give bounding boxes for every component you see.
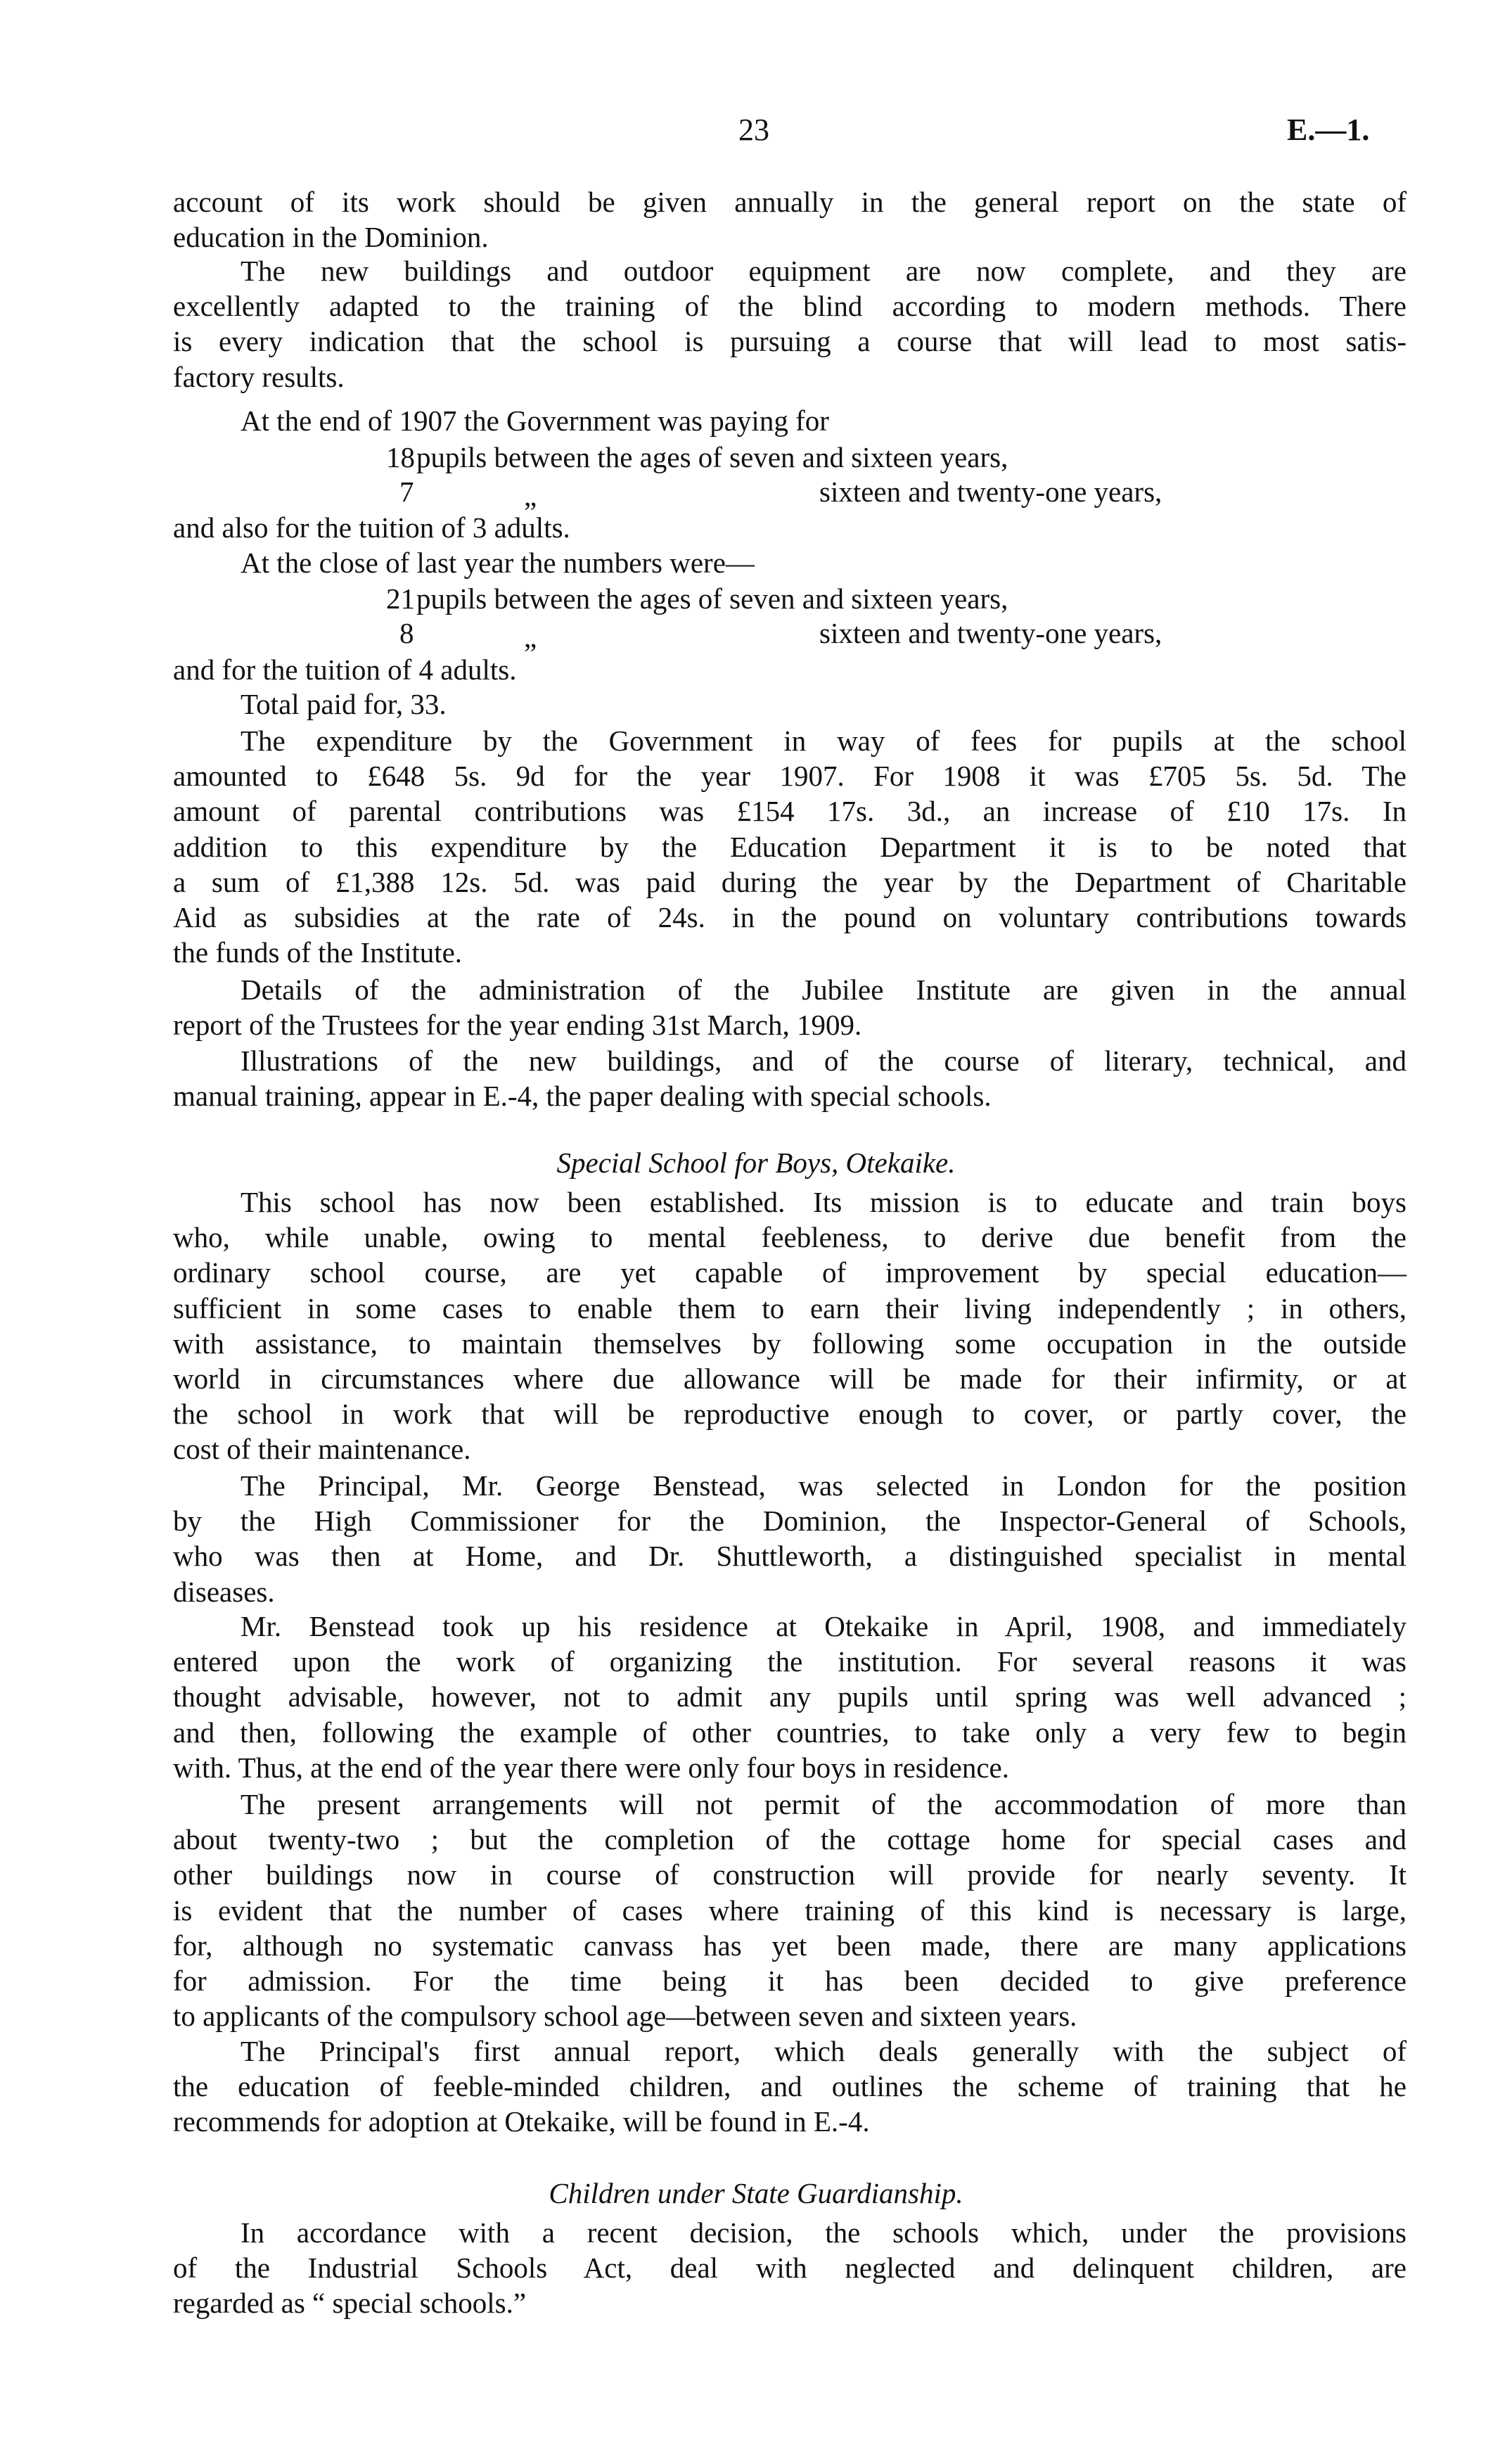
ditto-mark-1908: „: [524, 621, 537, 653]
count-1907-0: 18: [386, 441, 415, 473]
paragraph: [173, 403, 1407, 438]
row-text-1907-1: sixteen and twenty-one years,: [819, 475, 1162, 508]
paragraph: [173, 510, 1407, 545]
text-line: The present arrangements will not permit of the accommodation of more than: [241, 1788, 1407, 1820]
text-line: factory results.: [173, 360, 345, 393]
text-line: a sum of £1,388 12s. 5d. was paid during the year by the Department of Charitable: [173, 865, 1407, 898]
text-line: with assistance, to maintain themselves by following some occupation in the outside: [173, 1327, 1407, 1360]
text-line: for, although no systematic canvass has yet been made, there are many applications: [173, 1929, 1407, 1962]
text-line: cost of their maintenance.: [173, 1433, 471, 1466]
text-line: other buildings now in course of construction will provide for nearly seventy. It: [173, 1858, 1407, 1891]
paragraph: [173, 2033, 1407, 2140]
text-line: recommends for adoption at Otekaike, will be found in E.-4.: [173, 2105, 870, 2138]
text-line: Illustrations of the new buildings, and of the course of literary, technical, and: [241, 1045, 1407, 1077]
text-line: amounted to £648 5s. 9d for the year 1907. For 1908 it was £705 5s. 5d. The: [173, 760, 1407, 793]
text-line: is every indication that the school is pursuing a course that will lead to most satis-: [173, 325, 1407, 358]
text-line: This school has now been established. Its mission is to educate and train boys: [241, 1186, 1407, 1218]
section-heading-special-school: Special School for Boys, Otekaike.: [556, 1147, 956, 1179]
paragraph: [173, 972, 1407, 1042]
paragraph: [173, 723, 1407, 970]
text-line: the funds of the Institute.: [173, 936, 463, 969]
paragraph: [173, 1609, 1407, 1785]
paragraph: [173, 686, 1407, 722]
page-number: 23: [738, 113, 769, 147]
paragraph: [173, 1787, 1407, 2033]
text-line: In accordance with a recent decision, the schools which, under the provisions: [241, 2216, 1407, 2249]
row-text-1907-0: pupils between the ages of seven and sixteen years,: [416, 441, 1008, 473]
count-1908-1: 8: [399, 617, 414, 649]
text-line: account of its work should be given annually in the general report on the state of: [173, 186, 1407, 218]
row-text-1908-1: sixteen and twenty-one years,: [819, 617, 1162, 649]
paragraph: [173, 545, 1407, 580]
text-line: for admission. For the time being it has been decided to give preference: [173, 1964, 1407, 1997]
paragraph: [173, 1468, 1407, 1609]
text-line: and also for the tuition of 3 adults.: [173, 511, 570, 544]
text-line: The expenditure by the Government in way of fees for pupils at the school: [241, 724, 1407, 757]
text-line: and for the tuition of 4 adults.: [173, 653, 517, 686]
paragraph: [173, 1043, 1407, 1113]
section-heading-state-guardianship: Children under State Guardianship.: [549, 2177, 963, 2209]
text-line: of the Industrial Schools Act, deal with neglected and delinquent children, are: [173, 2252, 1407, 2285]
text-line: manual training, appear in E.-4, the paper dealing with special schools.: [173, 1080, 992, 1113]
text-line: education in the Dominion.: [173, 221, 489, 254]
text-line: who, while unable, owing to mental feebleness, to derive due benefit from the: [173, 1221, 1407, 1254]
text-line: amount of parental contributions was £154 17s. 3d., an increase of £10 17s. In: [173, 795, 1407, 828]
text-line: Total paid for, 33.: [241, 688, 447, 720]
text-line: and then, following the example of other countries, to take only a very few to begin: [173, 1716, 1407, 1749]
paragraph: [173, 1184, 1407, 1467]
text-line: At the close of last year the numbers were—: [241, 547, 755, 579]
text-line: is evident that the number of cases where training of this kind is necessary is large,: [173, 1893, 1407, 1927]
text-line: Details of the administration of the Jubilee Institute are given in the annual: [241, 973, 1407, 1006]
text-line: the school in work that will be reproductive enough to cover, or partly cover, the: [173, 1398, 1407, 1431]
text-line: regarded as “ special schools.”: [173, 2287, 527, 2320]
text-line: ordinary school course, are yet capable of improvement by special education—: [173, 1256, 1407, 1289]
document-reference: E.—1.: [1287, 113, 1370, 147]
text-line: sufficient in some cases to enable them to earn their living independently ; in others,: [173, 1291, 1407, 1324]
text-line: diseases.: [173, 1575, 275, 1608]
text-line: At the end of 1907 the Government was paying for: [241, 404, 829, 437]
text-line: thought advisable, however, not to admit any pupils until spring was well advanced ;: [173, 1680, 1407, 1713]
text-line: the education of feeble-minded children, and outlines the scheme of training that he: [173, 2070, 1407, 2103]
count-1907-1: 7: [399, 475, 414, 508]
text-line: entered upon the work of organizing the institution. For several reasons it was: [173, 1645, 1407, 1678]
text-line: Aid as subsidies at the rate of 24s. in the pound on voluntary contributions towards: [173, 900, 1407, 933]
text-line: addition to this expenditure by the Education Department it is to be noted that: [173, 830, 1407, 863]
text-line: about twenty-two ; but the completion of the cottage home for special cases and: [173, 1823, 1407, 1856]
paragraph: [173, 253, 1407, 395]
row-text-1908-0: pupils between the ages of seven and sixteen years,: [416, 582, 1008, 615]
text-line: with. Thus, at the end of the year there were only four boys in residence.: [173, 1751, 1009, 1784]
paragraph: [173, 184, 1407, 255]
text-line: by the High Commissioner for the Dominion, the Inspector-General of Schools,: [173, 1505, 1407, 1538]
paragraph: [173, 652, 1407, 687]
ditto-mark-1907: „: [524, 480, 537, 512]
text-line: world in circumstances where due allowance will be made for their infirmity, or at: [173, 1362, 1407, 1395]
text-line: The Principal, Mr. George Benstead, was selected in London for the position: [241, 1469, 1407, 1502]
text-line: Mr. Benstead took up his residence at Otekaike in April, 1908, and immediately: [241, 1610, 1407, 1642]
text-line: The Principal's first annual report, which deals generally with the subject of: [241, 2035, 1407, 2067]
text-line: to applicants of the compulsory school age—between seven and sixteen years.: [173, 2000, 1077, 2033]
text-line: excellently adapted to the training of the blind according to modern methods. There: [173, 290, 1407, 323]
count-1908-0: 21: [386, 582, 415, 615]
text-line: who was then at Home, and Dr. Shuttleworth, a distinguished specialist in mental: [173, 1540, 1407, 1573]
text-line: report of the Trustees for the year ending 31st March, 1909.: [173, 1009, 862, 1042]
text-line: The new buildings and outdoor equipment are now complete, and they are: [241, 255, 1407, 287]
paragraph: [173, 2215, 1407, 2321]
